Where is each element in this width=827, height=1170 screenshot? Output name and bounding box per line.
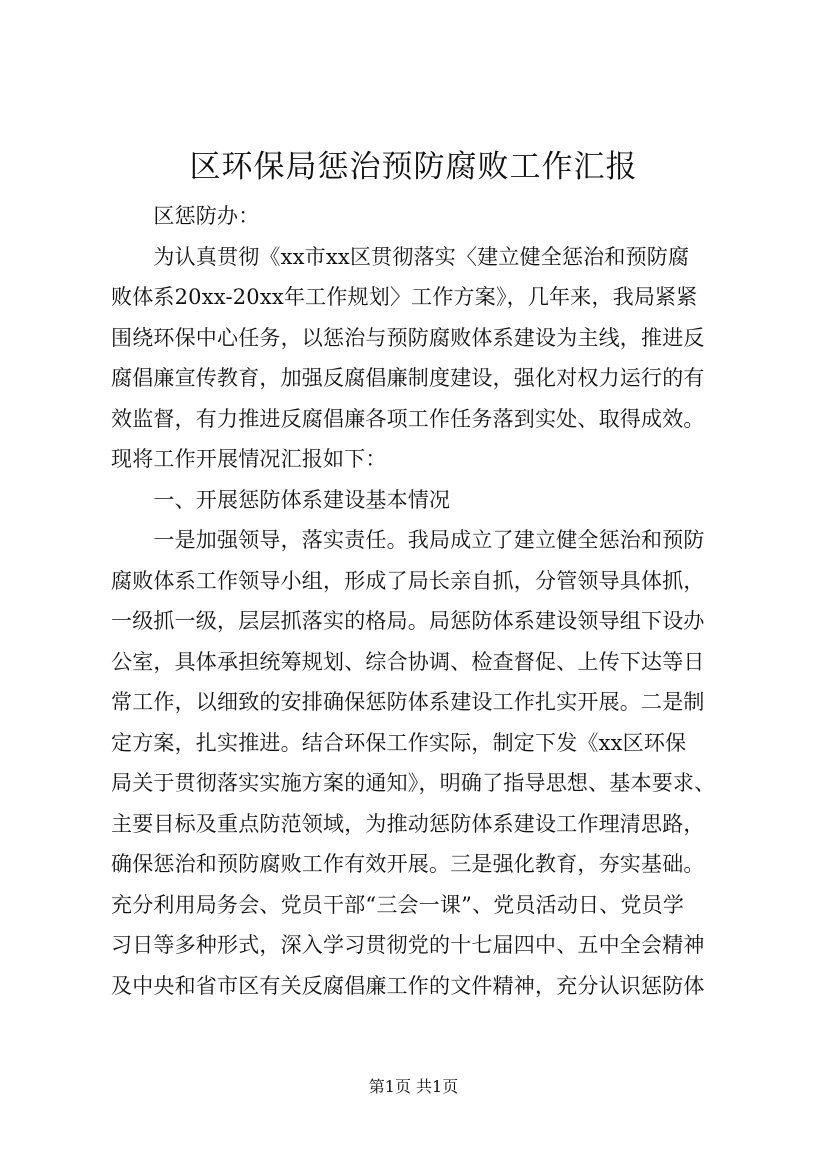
paragraph-line: 公室，具体承担统筹规划、综合协调、检查督促、上传下达等日	[111, 649, 705, 674]
paragraph-line: 充分利用局务会、党员干部“三会一课”、党员活动日、党员学	[111, 892, 685, 917]
paragraph-line: 及中央和省市区有关反腐倡廉工作的文件精神，充分认识惩防体	[111, 973, 705, 998]
paragraph-line: 一是加强领导，落实责任。我局成立了建立健全惩治和预防	[111, 528, 705, 552]
salutation-line: 区惩防办：	[111, 204, 260, 228]
paragraph-line: 习日等多种形式，深入学习贯彻党的十七届四中、五中全会精神	[111, 933, 705, 957]
paragraph-line: 为认真贯彻《xx市xx区贯彻落实〈建立健全惩治和预防腐	[111, 244, 690, 269]
paragraph-line: 围绕环保中心任务，以惩治与预防腐败体系建设为主线，推进反	[111, 325, 705, 350]
paragraph-line: 一级抓一级，层层抓落实的格局。局惩防体系建设领导组下设办	[111, 609, 705, 633]
paragraph-line: 定方案，扎实推进。结合环保工作实际，制定下发《xx区环保	[111, 730, 687, 755]
page-number-footer: 第1页 共1页	[368, 1077, 459, 1096]
paragraph-line: 确保惩治和预防腐败工作有效开展。三是强化教育，夯实基础。	[111, 852, 705, 876]
paragraph-line: 腐倡廉宣传教育，加强反腐倡廉制度建设，强化对权力运行的有	[111, 366, 705, 390]
paragraph-line: 现将工作开展情况汇报如下：	[111, 447, 387, 471]
section-heading: 一、开展惩防体系建设基本情况	[111, 487, 451, 512]
paragraph-line: 腐败体系工作领导小组，形成了局长亲自抓，分管领导具体抓，	[111, 568, 705, 593]
document-body	[111, 196, 751, 1006]
paragraph-line: 败体系20xx-20xx年工作规划〉工作方案》，几年来，我局紧紧	[111, 285, 698, 309]
paragraph-line: 效监督，有力推进反腐倡廉各项工作任务落到实处、取得成效。	[111, 406, 705, 431]
paragraph-line: 局关于贯彻落实实施方案的通知》，明确了指导思想、基本要求、	[111, 771, 716, 795]
paragraph-line: 主要目标及重点防范领域，为推动惩防体系建设工作理清思路，	[111, 811, 705, 836]
document-title: 区环保局惩治预防腐败工作汇报	[189, 149, 638, 185]
paragraph-line: 常工作，以细致的安排确保惩防体系建设工作扎实开展。二是制	[111, 690, 705, 714]
